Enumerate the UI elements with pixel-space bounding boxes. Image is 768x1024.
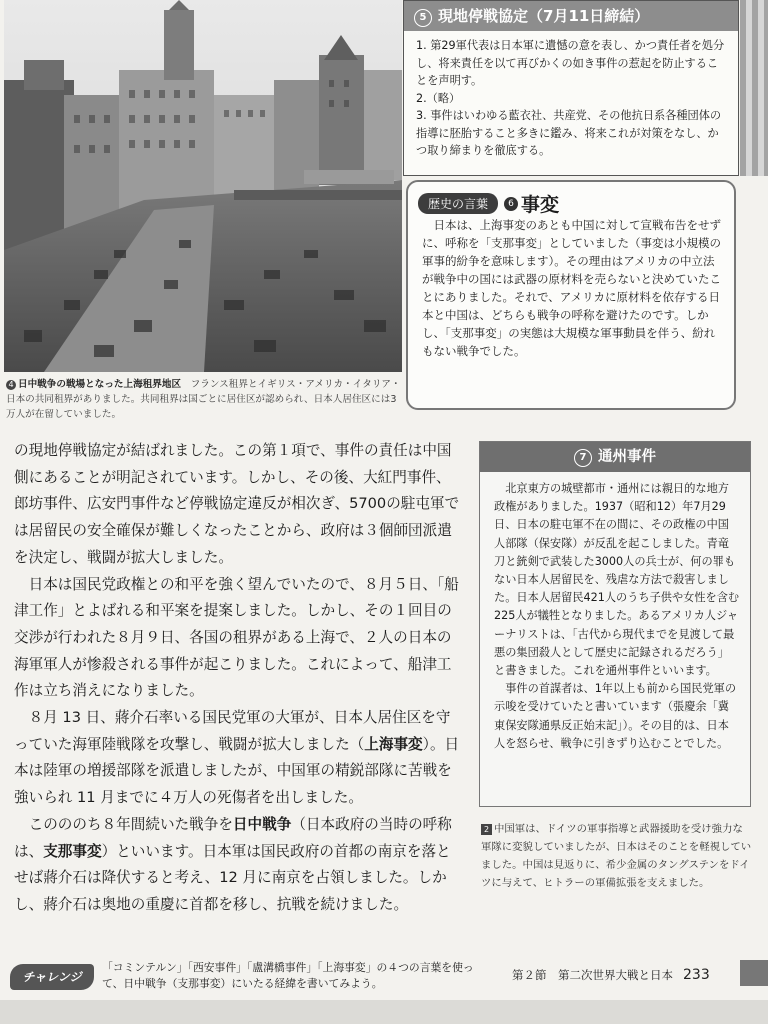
footnote-2 [481, 820, 753, 892]
term-shanghai-incident: 上海事変 [364, 735, 423, 753]
footer-edge-stripe [740, 960, 768, 986]
page-footer [512, 967, 710, 983]
ceasefire-agreement-title: 現地停戦協定（7月11日締結） [438, 7, 650, 25]
history-term-title: 事変 [521, 194, 560, 216]
history-term-tag: 歴史の言葉 [418, 193, 498, 214]
section-label: 第２節 第二次世界大戦と日本 [512, 968, 673, 982]
tongzhou-incident-box [479, 441, 751, 807]
photo-caption [6, 377, 402, 422]
tongzhou-paragraph: 北京東方の城壁都市・通州には親日的な地方政権がありました。1937（昭和12）年7月29日、日本の駐屯軍不在の間に、その政権の中国人部隊（保安隊）が反乱を起こしました。青竜刀と銃剣で武装した3000人の兵士が、何の罪もない日本人居留民を、残虐な方法で殺害しました。日本人居留民421人のうち子供や女性を含む225人が犠牲となりました。あるアメリカ人ジャーナリストは、「古代から現代までを見渡して最悪の集団殺人として歴史に記録されるだろう」と書きました。これを通州事件といいます。 [494, 482, 740, 678]
main-paragraph: 日本は国民党政権との和平を強く望んでいたので、８月５日、「船津工作」とよばれる和平案を提案しました。しかし、その１回目の交渉が行われた８月９日、各国の租界がある上海で、２人の日本の海軍軍人が惨殺される事件が起こりました。これによって、船津工作は立ち消えになりました。 [14, 575, 459, 700]
ceasefire-agreement-box [403, 0, 739, 176]
text-span: このののち８年間続いた戦争を [28, 815, 233, 833]
box7-number: 7 [574, 449, 592, 467]
caption-number: 4 [6, 380, 16, 390]
ceasefire-agreement-body [404, 31, 738, 160]
bottom-band [0, 1000, 768, 1024]
box6-number: 6 [504, 197, 518, 211]
agreement-item: 1. 第29軍代表は日本軍に遺憾の意を表し、かつ責任者を処分し、将来責任を以て再びかくの如き事件の惹起を防止することを声明す。 [416, 39, 725, 87]
page-number: 233 [683, 967, 710, 983]
footnote-number: 2 [481, 824, 492, 835]
challenge-label: チャレンジ [10, 964, 94, 990]
text-span: ）といいます。日本軍は国民政府の首都の南京を落とせば蔣介石は降伏すると考え、12 月に南京を占領しました。しかし、蔣介石は奥地の重慶に首都を移し、抗戦を続けました。 [14, 842, 451, 913]
ceasefire-agreement-header [404, 1, 738, 31]
box5-number: 5 [414, 9, 432, 27]
main-paragraph: の現地停戦協定が結ばれました。この第１項で、事件の責任は中国側にあることが明記されています。しかし、その後、大紅門事件、郎坊事件、広安門事件など停戦協定違反が相次ぎ、5700の駐屯軍では居留民の安全確保が難しくなったことから、政府は３個師団派遣を決定し、戦闘が拡大しました。 [14, 442, 460, 566]
tongzhou-incident-header [480, 442, 750, 472]
history-term-box [406, 180, 736, 410]
history-term-body: 日本は、上海事変のあとも中国に対して宣戦布告をせずに、呼称を「支那事変」としていました（事変は小規模の軍事的紛争を意味します）。その理由はアメリカの中立法が戦争中の国には武器の原材料を売らないと決めていたことにありました。それで、アメリカに原材料を依存する日本と中国は、どちらも戦争の呼称を避けたのです。しかし、「支那事変」の実態は大規模な軍事動員を伴う、紛れもない戦争でした。 [422, 218, 721, 358]
tongzhou-incident-title: 通州事件 [598, 449, 656, 465]
page-edge-stripe [740, 0, 768, 176]
challenge-text: 「コミンテルン」「西安事件」「盧溝橋事件」「上海事変」の４つの言葉を使って、日中戦争（支那事変）にいたる経緯を書いてみよう。 [102, 961, 474, 990]
text-span: ８月 13 日、蔣介石率いる国民党軍の大軍が、日本人居住区を守っていた海軍陸戦隊を攻撃し、戦闘が拡大しました（ [14, 709, 451, 753]
tongzhou-paragraph: 事件の首謀者は、1年以上も前から国民党軍の示唆を受けていたと書いています（張慶余「冀東保安隊通県反正始末記」）。その目的は、日本人を怒らせ、戦争に引きずり込むことでした。 [494, 682, 737, 750]
history-term-header [408, 182, 734, 216]
term-shina-jihen: 支那事変 [43, 842, 102, 860]
agreement-item: 3. 事件はいわゆる藍衣社、共産党、その他抗日系各種団体の指導に胚胎すること多きに鑑み、将来これが対策をなし、かつ取り締まりを徹底する。 [416, 109, 722, 157]
term-sino-japanese-war: 日中戦争 [232, 815, 292, 833]
text-span: （日本政府の当時の呼称は、 [14, 815, 452, 860]
main-paragraph [14, 705, 462, 812]
caption-lead: 日中戦争の戦場となった上海租界地区 [18, 379, 182, 390]
footnote-text: 中国軍は、ドイツの軍事指導と武器援助を受け強力な軍隊に変貌していましたが、日本はそのことを軽視していました。中国は見返りに、希少金属のタングステンをドイツに与えて、ヒトラーの軍備拡張を支えました。 [481, 823, 752, 889]
shanghai-photo [4, 0, 402, 372]
tongzhou-incident-body [480, 472, 750, 753]
caption-body: フランス租界とイギリス・アメリカ・イタリア・日本の共同租界がありました。共同租界は国ごとに居住区が認められ、日本人居住区には3万人が在留していました。 [6, 379, 401, 420]
agreement-item: 2.（略） [416, 91, 461, 105]
main-paragraph [14, 812, 462, 919]
text-span: ）。日本は陸軍の増援部隊を派遣しましたが、中国軍の精鋭部隊に苦戦を強いられ 11 月までに４万人の死傷者を出しました。 [14, 735, 460, 807]
main-text [14, 438, 462, 919]
